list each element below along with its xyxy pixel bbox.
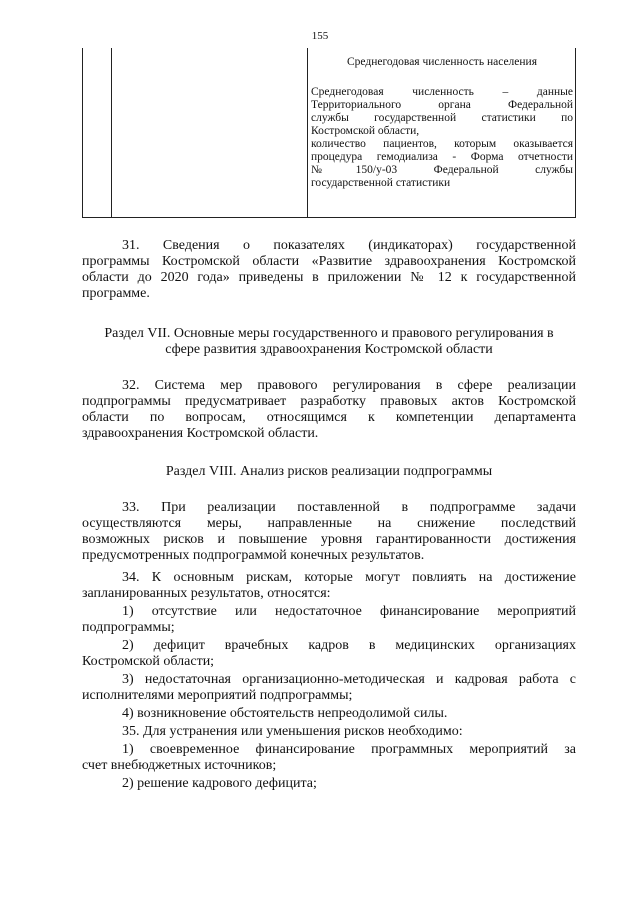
- table-cell-line: государственной статистики: [311, 177, 451, 189]
- paragraph-31: [82, 238, 576, 302]
- risk-item-3: [82, 672, 576, 704]
- measure-item-2: [82, 776, 576, 792]
- list-line: исполнителями мероприятий подпрограммы;: [82, 688, 353, 703]
- table-cell-line: количество пациентов, которым оказывается: [311, 138, 573, 150]
- paragraph-line: 32. Система мер правового регулирования в сфере реализации: [122, 378, 576, 393]
- paragraph-line: запланированных результатов, относятся:: [82, 586, 331, 601]
- list-line: подпрограммы;: [82, 620, 175, 635]
- table-cell-text: [311, 86, 573, 190]
- paragraph-line: программе.: [82, 286, 150, 301]
- section-heading-line: Раздел VII. Основные меры государственного и правового регулирования в: [104, 326, 554, 341]
- list-line: Костромской области;: [82, 654, 215, 669]
- measure-item-1: [82, 742, 576, 774]
- section-7-heading: [82, 326, 576, 358]
- indicator-table: [82, 48, 576, 218]
- paragraph-line: программы Костромской области «Развитие здравоохранения Костромской: [82, 254, 576, 269]
- table-cell-line: Костромской области,: [311, 125, 420, 137]
- table-cell-line: Среднегодовая численность – данные: [311, 86, 573, 98]
- paragraph-line: предусмотренных подпрограммой конечных результатов.: [82, 548, 425, 563]
- list-line: 1) своевременное финансирование программных мероприятий за: [122, 742, 576, 757]
- table-cell-heading: Среднегодовая численность населения: [346, 56, 537, 68]
- table-cell-line: Территориального органа Федеральной: [311, 99, 573, 111]
- paragraph-line: 34. К основным рискам, которые могут повлиять на достижение: [122, 570, 576, 585]
- paragraph-line: возможных рисков и повышение уровня гарантированности достижения: [82, 532, 576, 547]
- paragraph-34: [82, 570, 576, 602]
- table-cell-line: службы государственной статистики по: [311, 112, 573, 124]
- list-line: 4) возникновение обстоятельств непреодолимой силы.: [122, 706, 448, 721]
- paragraph-line: 35. Для устранения или уменьшения рисков необходимо:: [122, 724, 463, 739]
- risk-item-2: [82, 638, 576, 670]
- section-heading-line: сфере развития здравоохранения Костромской области: [165, 342, 493, 357]
- paragraph-line: области по вопросам, относящимся к компетенции департамента: [82, 410, 576, 425]
- risk-item-1: [82, 604, 576, 636]
- section-8-heading: Раздел VIII. Анализ рисков реализации подпрограммы: [165, 464, 493, 479]
- table-column-divider: [307, 48, 308, 217]
- paragraph-line: области до 2020 года» приведены в приложении № 12 к государственной: [82, 270, 576, 285]
- table-cell-line: процедура гемодиализа - Форма отчетности: [311, 151, 573, 163]
- paragraph-32: [82, 378, 576, 442]
- paragraph-line: здравоохранения Костромской области.: [82, 426, 319, 441]
- paragraph-line: 31. Сведения о показателях (индикаторах) государственной: [122, 238, 576, 253]
- paragraph-line: подпрограммы предусматривает разработку правовых актов Костромской: [82, 394, 576, 409]
- list-line: 2) дефицит врачебных кадров в медицинских организациях: [122, 638, 576, 653]
- table-cell-line: №150/у-03 Федеральной службы: [311, 164, 573, 176]
- list-line: 1) отсутствие или недостаточное финансирование мероприятий: [122, 604, 576, 619]
- paragraph-line: осуществляются меры, направленные на снижение последствий: [82, 516, 576, 531]
- list-line: счет внебюджетных источников;: [82, 758, 277, 773]
- paragraph-33: [82, 500, 576, 564]
- paragraph-35: [82, 724, 576, 740]
- paragraph-line: 33. При реализации поставленной в подпрограмме задачи: [122, 500, 576, 515]
- list-line: 2) решение кадрового дефицита;: [122, 776, 317, 791]
- list-line: 3) недостаточная организационно-методическая и кадровая работа с: [122, 672, 576, 687]
- page-number: 155: [311, 30, 329, 42]
- risk-item-4: [82, 706, 576, 722]
- table-column-divider: [111, 48, 112, 217]
- table-cell-indicator-source: [311, 56, 573, 190]
